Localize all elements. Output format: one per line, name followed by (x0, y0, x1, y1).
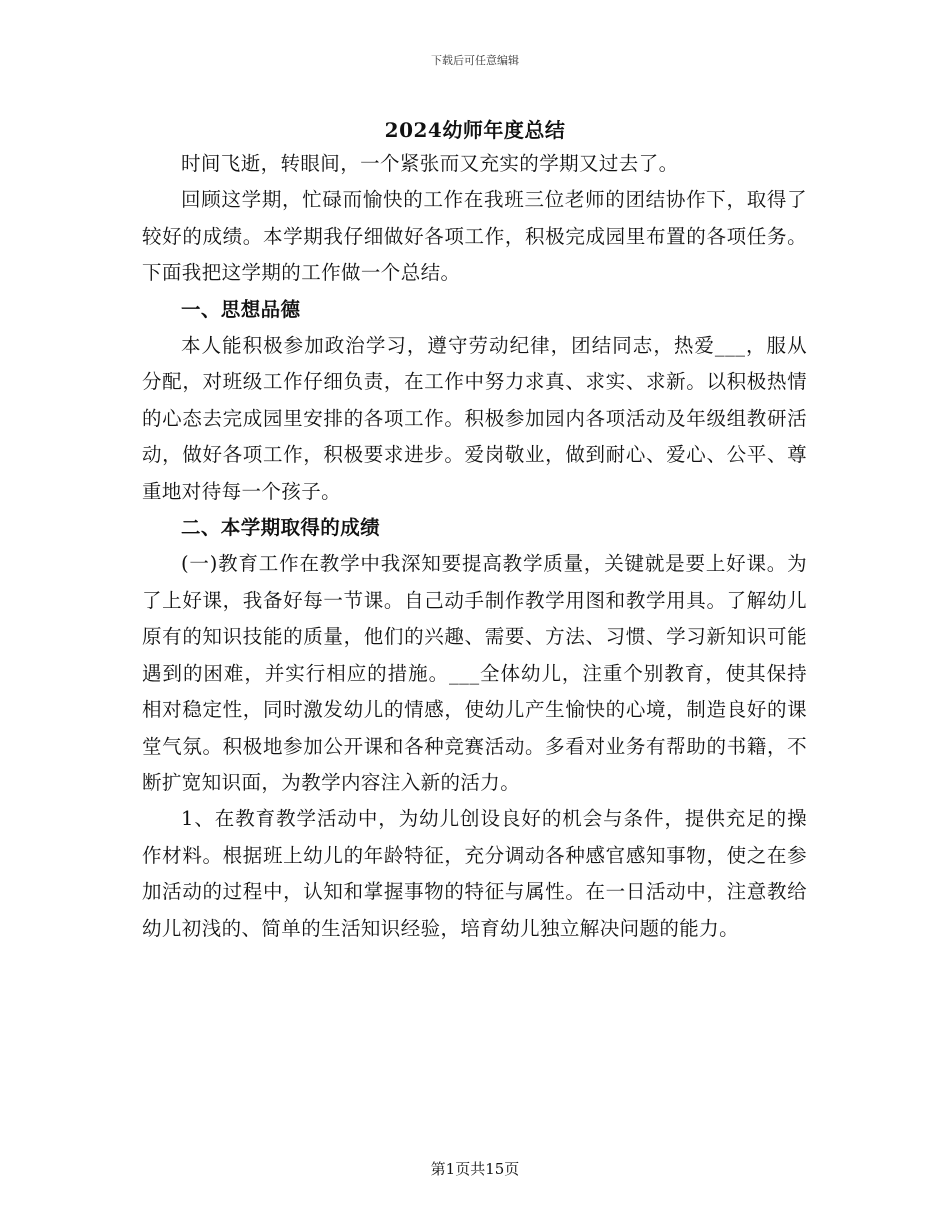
header-note: 下载后可任意编辑 (431, 54, 519, 67)
paragraph-ideology: 本人能积极参加政治学习，遵守劳动纪律，团结同志，热爱___，服从分配，对班级工作仔细负责，在工作中努力求真、求实、求新。以积极热情的心态去完成园里安排的各项工作。积极参加园内各项活动及年级组教研活动，做好各项工作，积极要求进步。爱岗敬业，做到耐心、爱心、公平、尊重地对待每一个孩子。 (142, 334, 807, 503)
paragraph-intro: 时间飞逝，转眼间，一个紧张而又充实的学期又过去了。 (181, 152, 679, 175)
paragraph-education-work: (一)教育工作在教学中我深知要提高教学质量，关键就是要上好课。为了上好课，我备好每一节课。自己动手制作教学用图和教学用具。了解幼儿原有的知识技能的质量，他们的兴趣、需要、方法、习惯、学习新知识可能遇到的困难，并实行相应的措施。___全体幼儿，注重个别教育，使其保持相对稳定性，同时激发幼儿的情感，使幼儿产生愉快的心境，制造良好的课堂气氛。积极地参加公开课和各种竞赛活动。多看对业务有帮助的书籍，不断扩宽知识面，为教学内容注入新的活力。 (142, 552, 807, 794)
document-title: 2024幼师年度总结 (384, 118, 566, 142)
paragraph-review: 回顾这学期，忙碌而愉快的工作在我班三位老师的团结协作下，取得了较好的成绩。本学期我仔细做好各项工作，积极完成园里布置的各项任务。下面我把这学期的工作做一个总结。 (142, 188, 807, 285)
section-heading-ideology: 一、思想品德 (181, 297, 301, 321)
section-heading-achievements: 二、本学期取得的成绩 (181, 516, 381, 540)
document-body (142, 146, 807, 947)
page-number: 第1页共15页 (430, 1160, 520, 1178)
paragraph-teaching-activities: 1、在教育教学活动中，为幼儿创设良好的机会与条件，提供充足的操作材料。根据班上幼儿的年龄特征，充分调动各种感官感知事物，使之在参加活动的过程中，认知和掌握事物的特征与属性。在一日活动中，注意教给幼儿初浅的、简单的生活知识经验，培育幼儿独立解决问题的能力。 (142, 807, 807, 940)
